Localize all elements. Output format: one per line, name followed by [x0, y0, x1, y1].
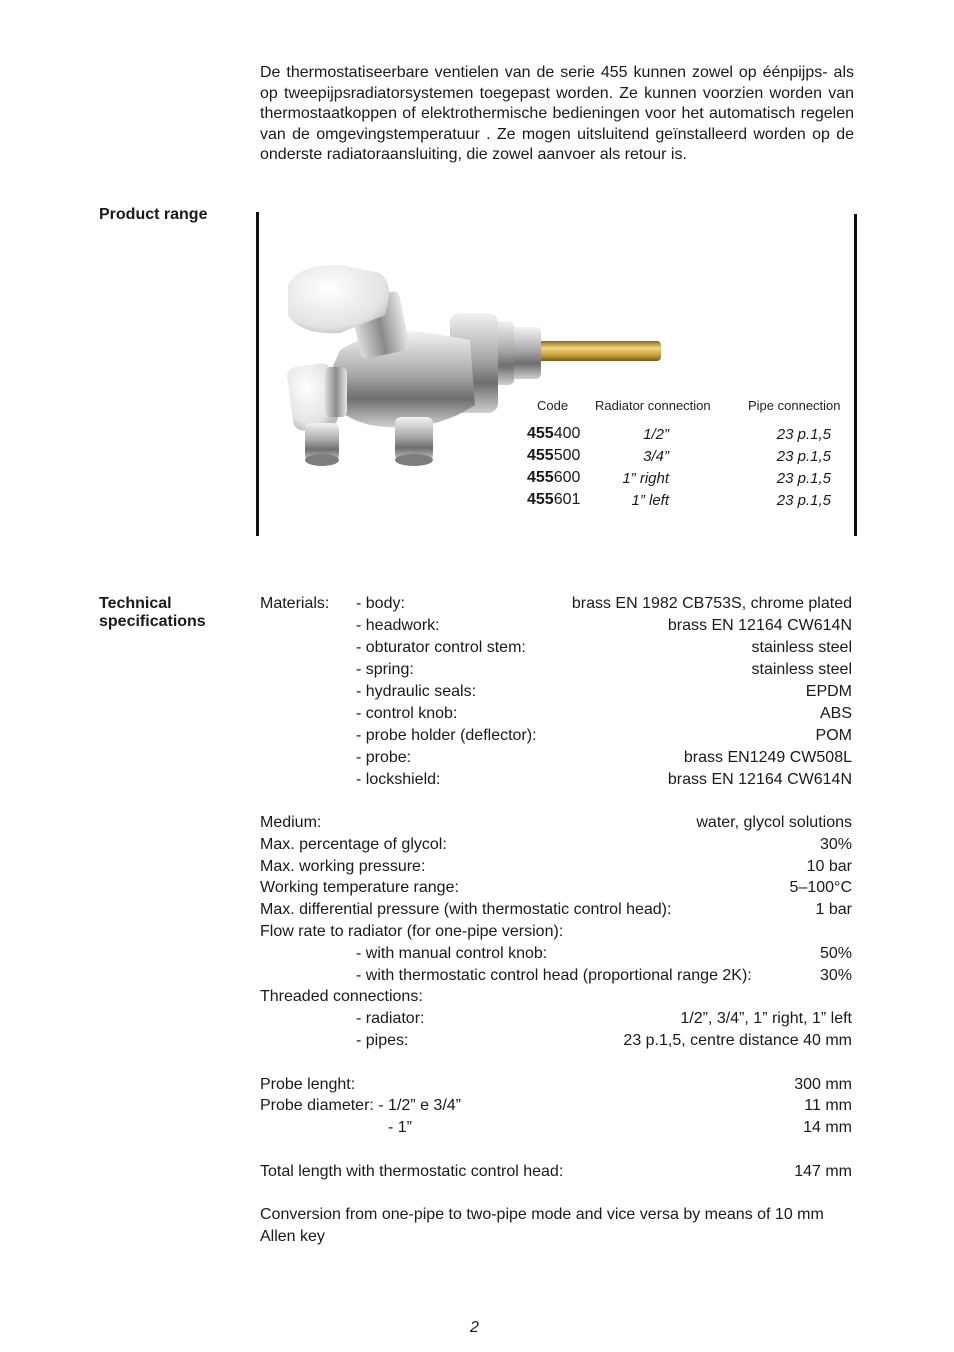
material-value: brass EN 12164 CW614N: [667, 617, 852, 634]
spec-row: [260, 659, 852, 681]
tech-heading-line-1: Technical: [99, 595, 172, 612]
flow-thermo-value: 30%: [819, 967, 852, 984]
product-range-heading: Product range: [99, 206, 208, 223]
thread-pipes-value: 23 p.1,5, centre distance 40 mm: [623, 1032, 852, 1049]
spec-row: [260, 812, 852, 834]
spec-row: [260, 1095, 852, 1117]
spec-row: [260, 703, 852, 725]
thread-radiator-label: - radiator:: [356, 1010, 425, 1027]
material-value: POM: [815, 727, 852, 744]
table-row: [527, 447, 837, 469]
material-item: - lockshield:: [356, 771, 441, 788]
spec-row: [260, 856, 852, 878]
glycol-value: 30%: [819, 836, 852, 853]
table-row: [527, 469, 837, 491]
spec-row: [260, 1030, 852, 1052]
code-suffix: 500: [553, 447, 581, 464]
temp-value: 5–100°C: [789, 879, 852, 896]
conversion-note: Conversion from one-pipe to two-pipe mode and vice versa by means of 10 mm Allen key: [260, 1206, 824, 1245]
material-value: brass EN 12164 CW614N: [667, 771, 852, 788]
material-item: - probe:: [356, 749, 412, 766]
glycol-label: Max. percentage of glycol:: [260, 836, 447, 853]
radiator-connection: 1” right: [622, 470, 669, 487]
spec-row: [260, 965, 852, 987]
spec-row: [260, 834, 852, 856]
spec-row: [260, 1161, 852, 1183]
spec-row: [260, 615, 852, 637]
medium-value: water, glycol solutions: [696, 814, 852, 831]
tech-heading-line-2: specifications: [99, 613, 206, 630]
flow-thermo-label: - with thermostatic control head (proportional range 2K):: [356, 967, 752, 984]
spec-row: [260, 1008, 852, 1030]
spec-row: [260, 986, 852, 1008]
probe-diameter-value: 11 mm: [804, 1097, 852, 1114]
material-item: - headwork:: [356, 617, 440, 634]
spec-row: [260, 943, 852, 965]
probe-length-label: Probe lenght:: [260, 1076, 356, 1093]
probe-length-value: 300 mm: [794, 1076, 852, 1093]
page-number: 2: [470, 1319, 479, 1336]
material-item: - body:: [356, 595, 405, 612]
code-bold: 455: [527, 491, 554, 508]
table-row: [527, 425, 837, 447]
flow-manual-value: 50%: [819, 945, 852, 962]
spec-row: [260, 725, 852, 747]
thread-pipes-label: - pipes:: [356, 1032, 409, 1049]
pressure-value: 10 bar: [806, 858, 852, 875]
pipe-connection: 23 p.1,5: [776, 448, 831, 465]
spec-row: [260, 1117, 852, 1139]
material-item: - hydraulic seals:: [356, 683, 477, 700]
radiator-connection: 1” left: [631, 492, 669, 509]
radiator-connection: 3/4”: [643, 448, 669, 465]
col-code-header: Code: [537, 398, 569, 413]
pipe-connection: 23 p.1,5: [776, 470, 831, 487]
flow-manual-label: - with manual control knob:: [356, 945, 548, 962]
thread-radiator-value: 1/2”, 3/4”, 1” right, 1” left: [680, 1010, 852, 1027]
col-radiator-header: Radiator connection: [595, 398, 711, 413]
pipe-connection: 23 p.1,5: [776, 426, 831, 443]
table-row: [527, 491, 837, 513]
flow-label: Flow rate to radiator (for one-pipe version):: [260, 923, 564, 940]
material-item: - obturator control stem:: [356, 639, 526, 656]
spec-row: [260, 593, 852, 615]
temp-label: Working temperature range:: [260, 879, 459, 896]
spec-row: [260, 899, 852, 921]
threads-label: Threaded connections:: [260, 988, 423, 1005]
spec-row: [260, 681, 852, 703]
material-value: brass EN 1982 CB753S, chrome plated: [571, 595, 852, 612]
col-pipe-header: Pipe connection: [748, 398, 841, 413]
spec-row: [260, 921, 852, 943]
material-item: - probe holder (deflector):: [356, 727, 537, 744]
material-value: ABS: [819, 705, 852, 722]
material-value: stainless steel: [751, 661, 852, 678]
spec-row: [260, 769, 852, 791]
materials-label: Materials:: [260, 595, 330, 612]
left-divider: [256, 212, 259, 536]
pipe-connection: 23 p.1,5: [776, 492, 831, 509]
material-value: stainless steel: [751, 639, 852, 656]
probe-diameter-sub-value: 14 mm: [803, 1119, 852, 1136]
medium-label: Medium:: [260, 814, 322, 831]
intro-paragraph: De thermostatiseerbare ventielen van de serie 455 kunnen zowel op éénpijps- als op tweepijpsradiatorsystemen toegepast worden. Ze kunnen voorzien worden van thermostaatkoppen of elektrothermische bedieningen voor het automatisch regelen van de omgevingstemperatuur . Ze mogen uitsluitend geïnstalleerd worden op de onderste radiatoraansluiting, die zowel aanvoer als retour is.: [260, 64, 854, 163]
spec-row: [260, 877, 852, 899]
spec-row: [260, 637, 852, 659]
code-suffix: 601: [553, 491, 581, 508]
diff-pressure-value: 1 bar: [815, 901, 852, 918]
code-bold: 455: [527, 447, 554, 464]
probe-diameter-label: Probe diameter: - 1/2” e 3/4”: [260, 1097, 461, 1114]
total-length-value: 147 mm: [794, 1163, 852, 1180]
code-bold: 455: [527, 425, 554, 442]
material-value: EPDM: [805, 683, 852, 700]
spec-row: [260, 1074, 852, 1096]
right-divider: [854, 214, 857, 536]
material-item: - control knob:: [356, 705, 458, 722]
radiator-connection: 1/2”: [643, 426, 669, 443]
diff-pressure-label: Max. differential pressure (with thermostatic control head):: [260, 901, 672, 918]
material-value: brass EN1249 CW508L: [683, 749, 852, 766]
tech-specs-heading: [99, 595, 206, 631]
total-length-label: Total length with thermostatic control head:: [260, 1163, 564, 1180]
pressure-label: Max. working pressure:: [260, 858, 426, 875]
material-item: - spring:: [356, 661, 414, 678]
code-suffix: 600: [553, 469, 581, 486]
code-bold: 455: [527, 469, 554, 486]
spec-row: [260, 747, 852, 769]
code-suffix: 400: [553, 425, 581, 442]
probe-diameter-sub-label: - 1”: [388, 1119, 412, 1136]
